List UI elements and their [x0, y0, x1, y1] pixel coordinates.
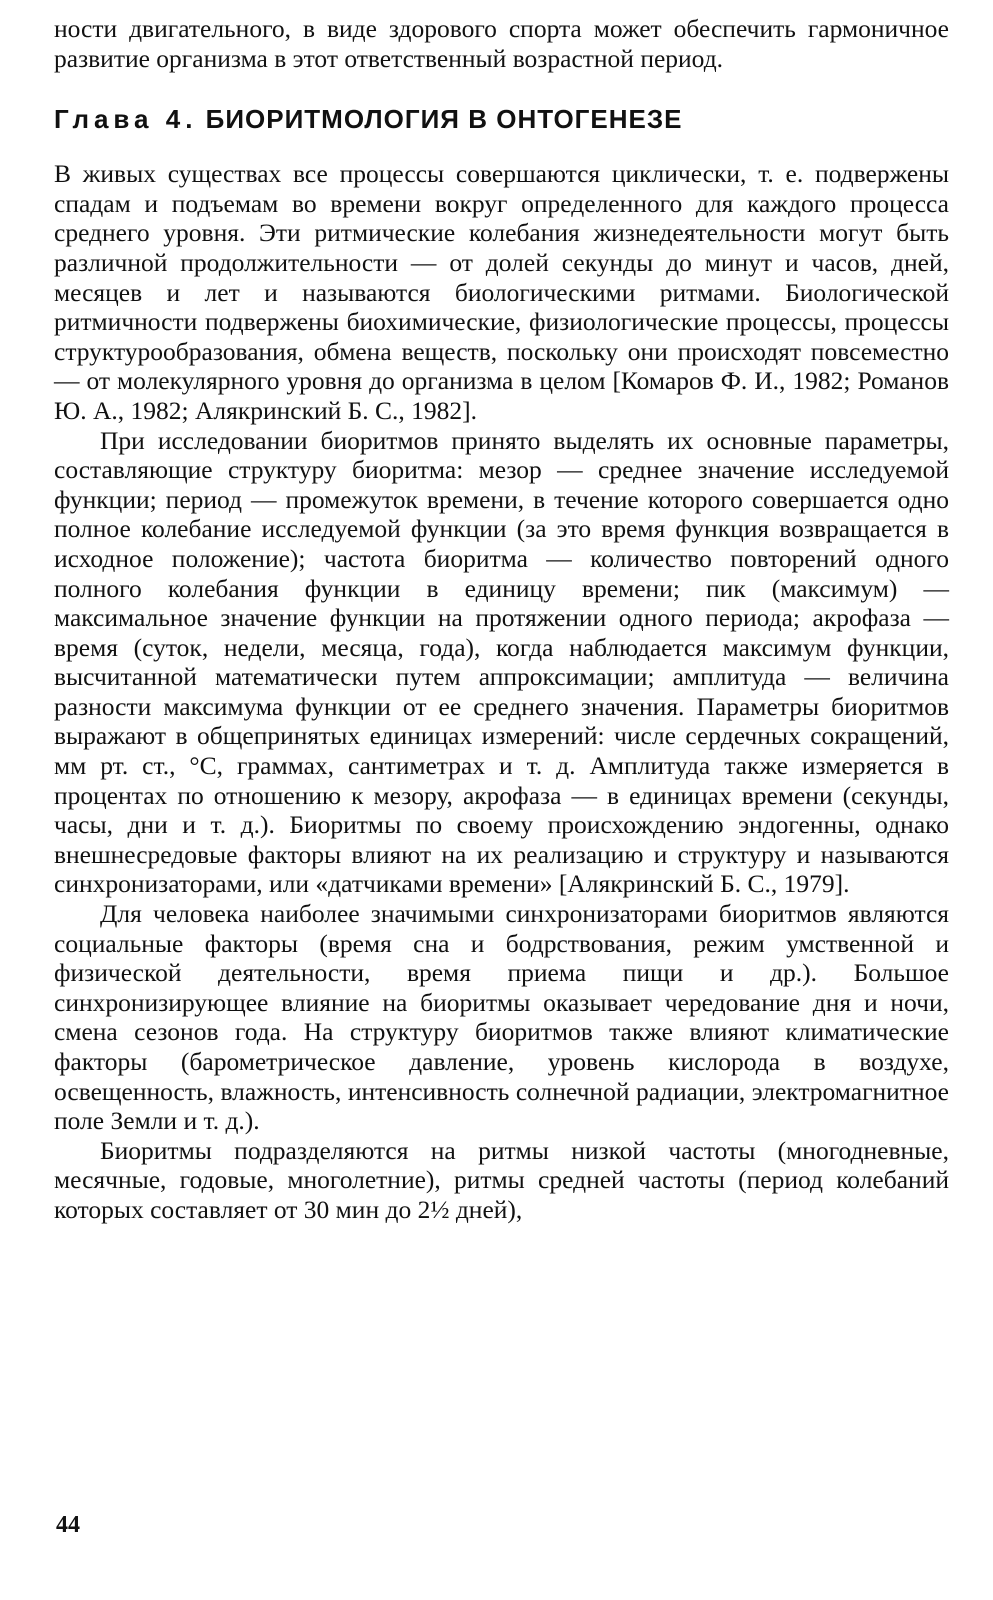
intro-paragraph: ности двигательного, в виде здорового спорта может обеспечить гармоничное развитие организма в этот ответственный возрастной период. — [54, 14, 949, 73]
page-body — [54, 14, 949, 1225]
paragraph-1: В живых существах все процессы совершаются циклически, т. е. подвержены спадам и подъемам во времени вокруг определенного для каждого процесса среднего уровня. Эти ритмические колебания жизнедеятельности могут быть различной продолжительности — от долей секунды до минут и часов, дней, месяцев и лет и называются биологическими ритмами. Биологической ритмичности подвержены биохимические, физиологические процессы, процессы структурообразования, обмена веществ, поскольку они происходят повсеместно — от молекулярного уровня до организма в целом [Комаров Ф. И., 1982; Романов Ю. А., 1982; Алякринский Б. С., 1982]. — [54, 159, 949, 425]
chapter-heading — [54, 103, 949, 135]
chapter-title: БИОРИТМОЛОГИЯ В ОНТОГЕНЕЗЕ — [205, 104, 683, 135]
paragraph-2: При исследовании биоритмов принято выделять их основные параметры, составляющие структуру биоритма: мезор — среднее значение исследуемой функции; период — промежуток времени, в течение которого совершается одно полное колебание исследуемой функции (за это время функция возвращается в исходное положение); частота биоритма — количество повторений одного полного колебания функции в единицу времени; пик (максимум) — максимальное значение функции на протяжении одного периода; акрофаза — время (суток, недели, месяца, года), когда наблюдается максимум функции, высчитанной математически путем аппроксимации; амплитуда — величина разности максимума функции от ее среднего значения. Параметры биоритмов выражают в общепринятых единицах измерений: числе сердечных сокращений, мм рт. ст., °С, граммах, сантиметрах и т. д. Амплитуда также измеряется в процентах по отношению к мезору, акрофаза — в единицах времени (секунды, часы, дни и т. д.). Биоритмы по своему происхождению эндогенны, однако внешнесредовые факторы влияют на их реализацию и структуру и называются синхронизаторами, или «датчиками времени» [Алякринский Б. С., 1979]. — [54, 425, 949, 899]
paragraph-3: Для человека наиболее значимыми синхронизаторами биоритмов являются социальные факторы (время сна и бодрствования, режим умственной и физической деятельности, время приема пищи и др.). Большое синхронизирующее влияние на биоритмы оказывает чередование дня и ночи, смена сезонов года. На структуру биоритмов также влияют климатические факторы (барометрическое давление, уровень кислорода в воздухе, освещенность, влажность, интенсивность солнечной радиации, электромагнитное поле Земли и т. д.). — [54, 899, 949, 1136]
chapter-label: Глава 4. — [54, 104, 198, 135]
page-number: 44 — [56, 1512, 80, 1538]
paragraph-4: Биоритмы подразделяются на ритмы низкой частоты (многодневные, месячные, годовые, многолетние), ритмы средней частоты (период колебаний которых составляет от 30 мин до 2½ дней), — [54, 1135, 949, 1224]
